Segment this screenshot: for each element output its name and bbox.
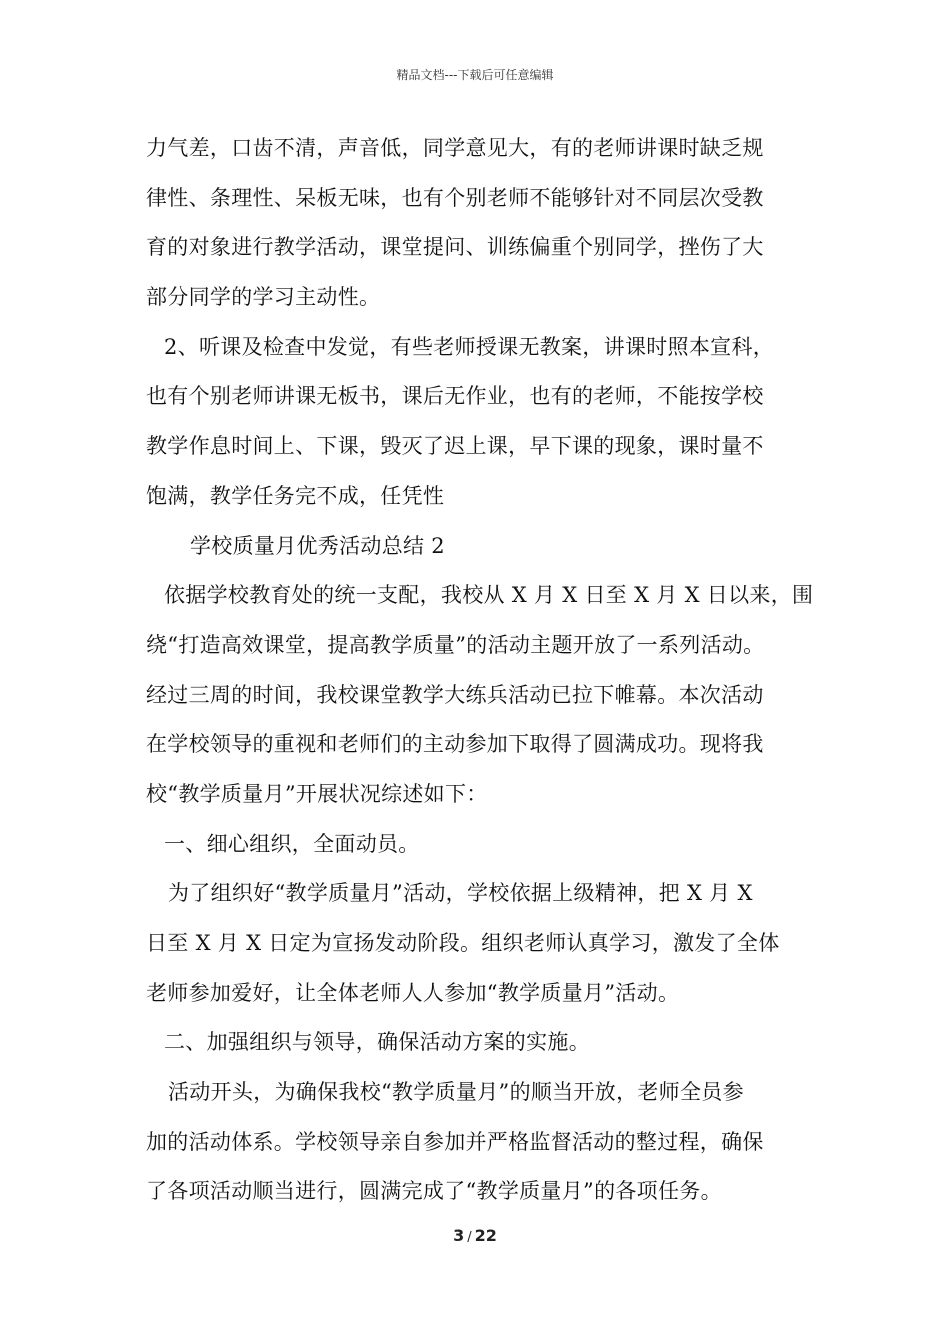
body-line-12: 经过三周的时间，我校课堂教学大练兵活动已拉下帷幕。本次活动 — [146, 682, 764, 707]
body-line-10: 依据学校教育处的统一支配，我校从 X 月 X 日至 X 月 X 日以来，围 — [164, 583, 814, 608]
page-separator: / — [467, 1230, 472, 1245]
body-line-11: 绕“打造高效课堂，提高教学质量”的活动主题开放了一系列活动。 — [146, 632, 765, 657]
total-pages: 22 — [474, 1226, 497, 1245]
body-line-1: 力气差，口齿不清，声音低，同学意见大，有的老师讲课时缺乏规 — [146, 136, 764, 160]
body-line-18: 老师参加爱好，让全体老师人人参加“教学质量月”活动。 — [146, 980, 680, 1005]
section-title: 学校质量月优秀活动总结 2 — [190, 533, 445, 558]
body-line-16: 为了组织好“教学质量月”活动，学校依据上级精神，把 X 月 X — [168, 881, 753, 906]
body-line-17: 日至 X 月 X 日定为宣扬发动阶段。组织老师认真学习，激发了全体 — [146, 931, 780, 955]
body-line-7: 教学作息时间上、下课，毁灭了迟上课，早下课的现象，课时量不 — [146, 434, 764, 459]
body-line-8: 饱满，教学任务完不成，任凭性 — [146, 483, 445, 508]
body-line-14: 校“教学质量月”开展状况综述如下： — [146, 781, 488, 806]
page-number — [0, 1226, 950, 1245]
body-line-2: 律性、条理性、呆板无味，也有个别老师不能够针对不同层次受教 — [146, 185, 764, 210]
body-line-3: 育的对象进行教学活动，课堂提问、训练偏重个别同学，挫伤了大 — [146, 235, 764, 260]
header-note: 精品文档---下载后可任意编辑 — [396, 68, 554, 82]
body-line-5: 2、听课及检查中发觉，有些老师授课无教案，讲课时照本宣科， — [164, 334, 775, 359]
body-line-6: 也有个别老师讲课无板书，课后无作业，也有的老师，不能按学校 — [146, 384, 764, 409]
current-page: 3 — [453, 1226, 465, 1245]
body-line-4: 部分同学的学习主动性。 — [146, 285, 381, 310]
body-line-20: 活动开头，为确保我校“教学质量月”的顺当开放，老师全员参 — [168, 1080, 744, 1105]
subheading-1: 一、细心组织，全面动员。 — [164, 831, 420, 856]
body-line-22: 了各项活动顺当进行，圆满完成了“教学质量月”的各项任务。 — [146, 1179, 722, 1204]
subheading-2: 二、加强组织与领导，确保活动方案的实施。 — [164, 1030, 590, 1055]
body-line-13: 在学校领导的重视和老师们的主动参加下取得了圆满成功。现将我 — [146, 732, 764, 757]
document-body — [146, 128, 826, 1221]
body-line-21: 加的活动体系。学校领导亲自参加并严格监督活动的整过程，确保 — [146, 1129, 764, 1154]
